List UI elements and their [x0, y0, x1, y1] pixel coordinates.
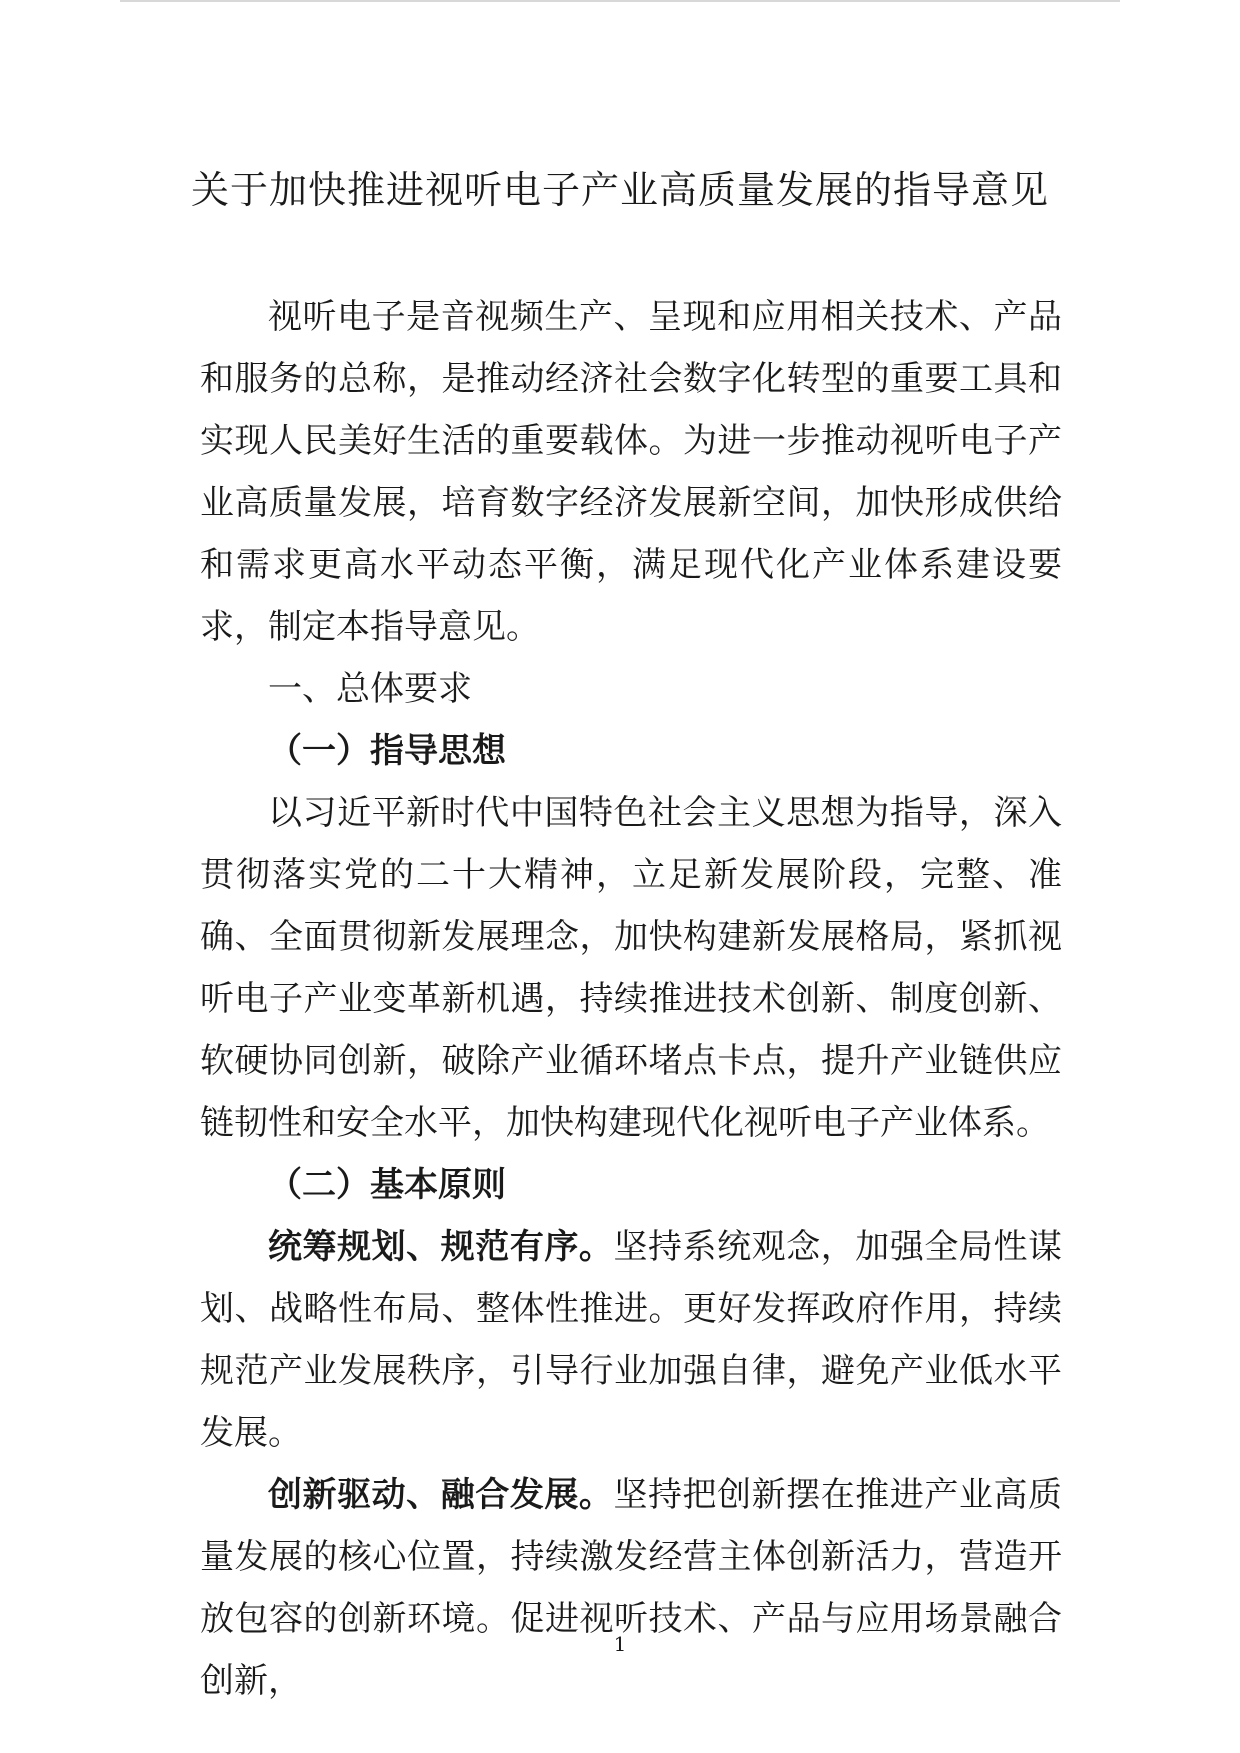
- principle-lead-planning: 统筹规划、规范有序。: [268, 1227, 614, 1267]
- principle-body-innovation: 坚持把创新摆在推进产业高质量发展的核心位置，持续激发经营主体创新活力，营造开放包容的创新环境。促进视听技术、产品与应用场景融合创新，: [200, 1475, 1063, 1701]
- page-number: 1: [613, 1632, 627, 1656]
- subsection-heading-basic-principles: （二）基本原则: [268, 1165, 506, 1205]
- document-title: 关于加快推进视听电子产业高质量发展的指导意见: [190, 168, 1049, 212]
- document-body: [200, 286, 1062, 1712]
- principle-body-planning: 坚持系统观念，加强全局性谋划、战略性布局、整体性推进。更好发挥政府作用，持续规范产业发展秩序，引导行业加强自律，避免产业低水平发展。: [200, 1227, 1063, 1453]
- principle-paragraph-planning: [200, 1216, 1062, 1464]
- section-heading-general-requirements: 一、总体要求: [268, 669, 472, 709]
- guiding-ideology-paragraph: 以习近平新时代中国特色社会主义思想为指导，深入贯彻落实党的二十大精神，立足新发展阶段，完整、准确、全面贯彻新发展理念，加快构建新发展格局，紧抓视听电子产业变革新机遇，持续推进技术创新、制度创新、软硬协同创新，破除产业循环堵点卡点，提升产业链供应链韧性和安全水平，加快构建现代化视听电子产业体系。: [200, 793, 1062, 1143]
- principle-lead-innovation: 创新驱动、融合发展。: [268, 1475, 614, 1515]
- principle-paragraph-innovation: [200, 1464, 1062, 1712]
- intro-paragraph: 视听电子是音视频生产、呈现和应用相关技术、产品和服务的总称，是推动经济社会数字化转型的重要工具和实现人民美好生活的重要载体。为进一步推动视听电子产业高质量发展，培育数字经济发展新空间，加快形成供给和需求更高水平动态平衡，满足现代化产业体系建设要求，制定本指导意见。: [200, 297, 1062, 647]
- scan-top-edge: [120, 0, 1120, 2]
- subsection-heading-guiding-ideology: （一）指导思想: [268, 731, 506, 771]
